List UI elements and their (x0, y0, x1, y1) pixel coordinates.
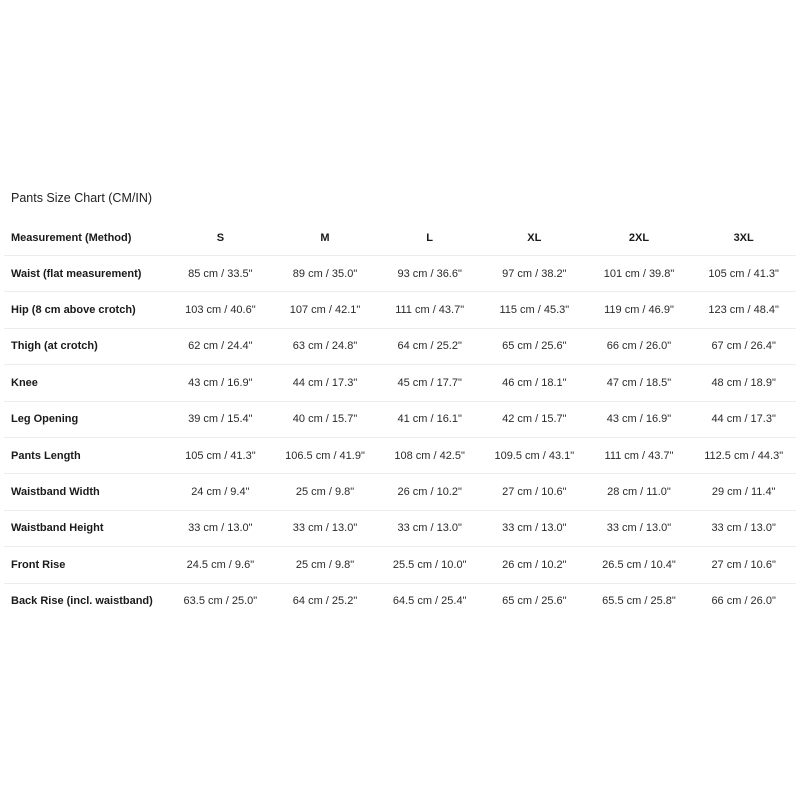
measurement-value-3xl: 105 cm / 41.3" (691, 256, 796, 292)
measurement-value-2xl: 33 cm / 13.0" (587, 510, 692, 546)
measurement-value-l: 111 cm / 43.7" (377, 292, 482, 328)
measurement-value-xl: 65 cm / 25.6" (502, 595, 567, 608)
measurement-label: Waist (flat measurement) (4, 256, 168, 292)
measurement-value-2xl: 28 cm / 11.0" (587, 474, 692, 510)
table-body (4, 256, 796, 619)
measurement-value-s: 43 cm / 16.9" (168, 365, 273, 401)
measurement-value-xl: 26 cm / 10.2" (482, 547, 587, 583)
measurement-value-l: 64 cm / 25.2" (377, 328, 482, 364)
measurement-value-l: 64.5 cm / 25.4" (392, 595, 467, 608)
table-row (4, 365, 796, 401)
measurement-label: Knee (4, 365, 168, 401)
table-row (4, 583, 796, 619)
measurement-value-l: 33 cm / 13.0" (377, 510, 482, 546)
measurement-label: Thigh (at crotch) (4, 328, 168, 364)
measurement-value-xl: 65 cm / 25.6" (482, 328, 587, 364)
measurement-value-3xl: 27 cm / 10.6" (691, 547, 796, 583)
measurement-column-header: Measurement (Method) (4, 220, 168, 256)
measurement-value-xl: 46 cm / 18.1" (482, 365, 587, 401)
measurement-value-s: 103 cm / 40.6" (168, 292, 273, 328)
measurement-value-m: 107 cm / 42.1" (273, 292, 378, 328)
table-row (4, 510, 796, 546)
measurement-value-xl: 97 cm / 38.2" (482, 256, 587, 292)
measurement-label: Leg Opening (4, 401, 168, 437)
size-column-header: L (377, 220, 482, 256)
header-row (4, 220, 796, 256)
measurement-label: Pants Length (4, 437, 168, 473)
size-table (4, 220, 796, 619)
measurement-label: Hip (8 cm above crotch) (4, 292, 168, 328)
measurement-value-l: 108 cm / 42.5" (377, 437, 482, 473)
measurement-value-3xl: 33 cm / 13.0" (691, 510, 796, 546)
size-column-header: XL (482, 220, 587, 256)
measurement-value-3xl: 48 cm / 18.9" (691, 365, 796, 401)
size-column-header: M (273, 220, 378, 256)
table-row (4, 401, 796, 437)
chart-title: Pants Size Chart (CM/IN) (11, 191, 153, 205)
measurement-value-s: 63.5 cm / 25.0" (183, 595, 258, 608)
measurement-value-s: 39 cm / 15.4" (168, 401, 273, 437)
size-column-header: S (168, 220, 273, 256)
measurement-value-3xl: 67 cm / 26.4" (691, 328, 796, 364)
measurement-value-m: 44 cm / 17.3" (273, 365, 378, 401)
size-column-header: 3XL (691, 220, 796, 256)
measurement-value-2xl: 47 cm / 18.5" (587, 365, 692, 401)
measurement-label: Waistband Height (4, 510, 168, 546)
table-row (4, 474, 796, 510)
measurement-value-m: 33 cm / 13.0" (273, 510, 378, 546)
measurement-value-s: 85 cm / 33.5" (168, 256, 273, 292)
measurement-value-s: 62 cm / 24.4" (168, 328, 273, 364)
measurement-value-l: 25.5 cm / 10.0" (377, 547, 482, 583)
measurement-value-l: 93 cm / 36.6" (377, 256, 482, 292)
measurement-value-l: 41 cm / 16.1" (377, 401, 482, 437)
measurement-value-2xl: 43 cm / 16.9" (587, 401, 692, 437)
measurement-value-xl: 115 cm / 45.3" (482, 292, 587, 328)
measurement-value-s: 24 cm / 9.4" (168, 474, 273, 510)
measurement-value-3xl: 123 cm / 48.4" (691, 292, 796, 328)
measurement-label: Back Rise (incl. waistband) (11, 595, 153, 608)
measurement-value-m: 89 cm / 35.0" (273, 256, 378, 292)
measurement-value-3xl: 112.5 cm / 44.3" (691, 437, 796, 473)
table-row (4, 328, 796, 364)
measurement-value-3xl: 44 cm / 17.3" (691, 401, 796, 437)
measurement-value-l: 45 cm / 17.7" (377, 365, 482, 401)
measurement-value-l: 26 cm / 10.2" (377, 474, 482, 510)
measurement-value-s: 105 cm / 41.3" (168, 437, 273, 473)
measurement-value-3xl: 29 cm / 11.4" (691, 474, 796, 510)
measurement-value-2xl: 66 cm / 26.0" (587, 328, 692, 364)
measurement-value-2xl: 101 cm / 39.8" (587, 256, 692, 292)
measurement-value-xl: 42 cm / 15.7" (482, 401, 587, 437)
table-row (4, 256, 796, 292)
measurement-label: Waistband Width (4, 474, 168, 510)
measurement-value-xl: 109.5 cm / 43.1" (482, 437, 587, 473)
measurement-value-s: 24.5 cm / 9.6" (168, 547, 273, 583)
measurement-value-2xl: 65.5 cm / 25.8" (602, 595, 676, 608)
measurement-value-xl: 33 cm / 13.0" (482, 510, 587, 546)
measurement-value-3xl: 66 cm / 26.0" (711, 595, 776, 608)
measurement-value-m: 25 cm / 9.8" (273, 474, 378, 510)
measurement-value-2xl: 111 cm / 43.7" (587, 437, 692, 473)
table-row (4, 437, 796, 473)
measurement-value-2xl: 119 cm / 46.9" (587, 292, 692, 328)
table-row (4, 547, 796, 583)
measurement-value-xl: 27 cm / 10.6" (482, 474, 587, 510)
measurement-value-2xl: 26.5 cm / 10.4" (587, 547, 692, 583)
measurement-value-s: 33 cm / 13.0" (168, 510, 273, 546)
measurement-value-m: 40 cm / 15.7" (273, 401, 378, 437)
table-header (4, 220, 796, 256)
table-row (4, 292, 796, 328)
size-column-header: 2XL (587, 220, 692, 256)
measurement-value-m: 106.5 cm / 41.9" (273, 437, 378, 473)
measurement-value-m: 63 cm / 24.8" (273, 328, 378, 364)
measurement-label: Front Rise (4, 547, 168, 583)
measurement-value-m: 25 cm / 9.8" (273, 547, 378, 583)
measurement-value-m: 64 cm / 25.2" (292, 595, 358, 608)
